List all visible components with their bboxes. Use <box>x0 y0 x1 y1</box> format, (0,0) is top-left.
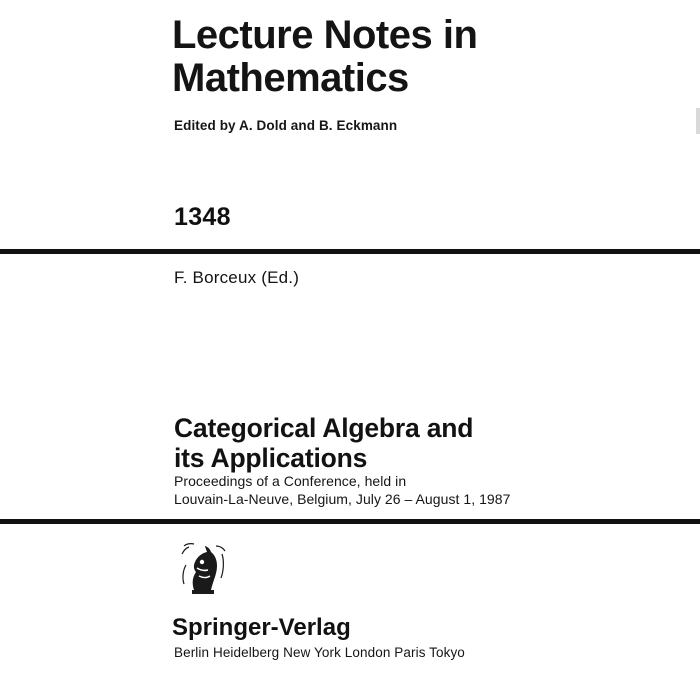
series-editors: Edited by A. Dold and B. Eckmann <box>174 118 398 133</box>
springer-chess-knight-logo-icon <box>172 540 234 602</box>
divider-top <box>0 249 700 254</box>
divider-bottom <box>0 519 700 524</box>
subtitle-line-1: Proceedings of a Conference, held in <box>174 473 407 489</box>
page-edge-artifact <box>696 108 700 134</box>
publisher-cities: Berlin Heidelberg New York London Paris Tokyo <box>174 645 465 660</box>
book-title <box>174 413 644 474</box>
book-title-line-2: its Applications <box>174 443 368 474</box>
series-title-line-1: Lecture Notes in <box>172 13 478 57</box>
book-title-line-1: Categorical Algebra and <box>174 413 474 443</box>
series-title <box>172 14 642 100</box>
volume-number: 1348 <box>174 203 231 231</box>
publisher-name: Springer-Verlag <box>172 614 351 641</box>
conference-subtitle <box>174 472 644 509</box>
subtitle-line-2: Louvain-La-Neuve, Belgium, July 26 – August 1, 1987 <box>174 491 511 508</box>
series-title-line-2: Mathematics <box>172 56 409 101</box>
volume-editor: F. Borceux (Ed.) <box>174 268 300 287</box>
